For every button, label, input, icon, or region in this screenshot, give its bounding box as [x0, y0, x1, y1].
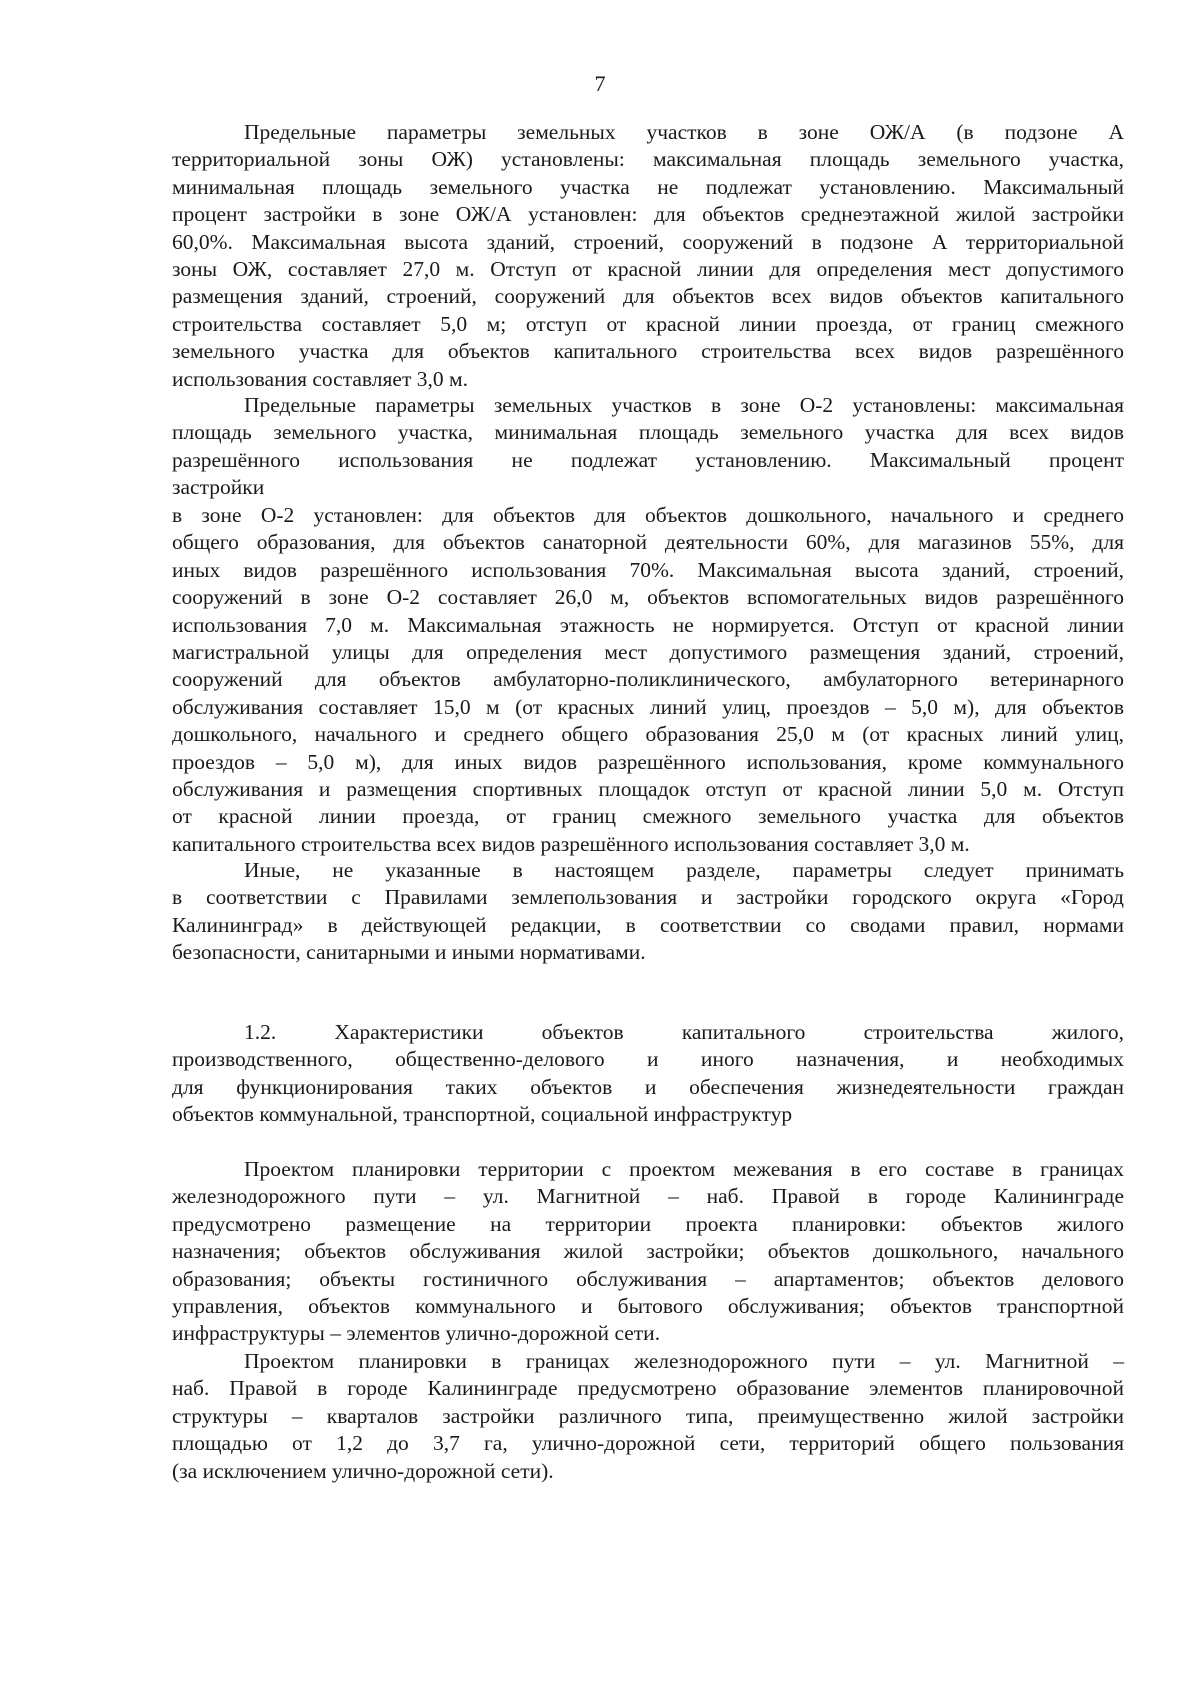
paragraph-line: образования; объекты гостиничного обслуживания – апартаментов; объектов делового: [172, 1266, 1124, 1291]
paragraph-line: земельного участка для объектов капитального строительства всех видов разрешённого: [172, 339, 1124, 364]
paragraph-line: 60,0%. Максимальная высота зданий, строений, сооружений в подзоне А территориальной: [172, 229, 1124, 254]
section-heading-1-2: [172, 1019, 1124, 1129]
paragraph-line: процент застройки в зоне ОЖ/А установлен: для объектов среднеэтажной жилой застройки: [172, 202, 1124, 227]
paragraph-zone-o2-parameters: [172, 502, 1124, 858]
heading-line: объектов коммунальной, транспортной, социальной инфраструктур: [172, 1102, 793, 1127]
paragraph-line: площадь земельного участка, минимальная площадь земельного участка для всех видов: [172, 420, 1124, 445]
paragraph-line: минимальная площадь земельного участка не подлежат установлению. Максимальный: [172, 174, 1124, 199]
paragraph-line: обслуживания составляет 15,0 м (от красных линий улиц, проездов – 5,0 м), для объектов: [172, 694, 1124, 719]
paragraph-line: Предельные параметры земельных участков в зоне ОЖ/А (в подзоне А: [244, 120, 1124, 144]
paragraph-line: площадью от 1,2 до 3,7 га, улично-дорожной сети, территорий общего пользования: [172, 1431, 1124, 1456]
paragraph-line: сооружений в зоне О-2 составляет 26,0 м, объектов вспомогательных видов разрешённого: [172, 585, 1124, 610]
paragraph-line: назначения; объектов обслуживания жилой застройки; объектов дошкольного, начального: [172, 1239, 1124, 1264]
paragraph-line: разрешённого использования не подлежат установлению. Максимальный процент: [172, 447, 1124, 472]
page-number: 7: [594, 71, 606, 96]
paragraph-line: магистральной улицы для определения мест допустимого размещения зданий, строений,: [172, 639, 1124, 664]
paragraph-line: (за исключением улично-дорожной сети).: [172, 1458, 554, 1483]
paragraph-line: проездов – 5,0 м), для иных видов разрешённого использования, кроме коммунального: [172, 749, 1124, 774]
paragraph-line: дошкольного, начального и среднего общего образования 25,0 м (от красных линий улиц,: [172, 722, 1124, 747]
paragraph-line: наб. Правой в городе Калининграде предусмотрено образование элементов планировочной: [172, 1376, 1124, 1401]
paragraph-line: железнодорожного пути – ул. Магнитной – наб. Правой в городе Калининграде: [172, 1184, 1124, 1209]
paragraph-line: использования 7,0 м. Максимальная этажность не нормируется. Отступ от красной линии: [172, 612, 1124, 637]
paragraph-line: Проектом планировки в границах железнодорожного пути – ул. Магнитной –: [244, 1349, 1124, 1373]
paragraph-line: обслуживания и размещения спортивных площадок отступ от красной линии 5,0 м. Отступ: [172, 776, 1124, 801]
paragraph-line: в зоне О-2 установлен: для объектов для объектов дошкольного, начального и среднего: [172, 503, 1124, 527]
paragraph-line: предусмотрено размещение на территории проекта планировки: объектов жилого: [172, 1211, 1124, 1236]
paragraph-line: Предельные параметры земельных участков в зоне О-2 установлены: максимальная: [244, 393, 1124, 417]
paragraph-line: зоны ОЖ, составляет 27,0 м. Отступ от красной линии для определения мест допустимого: [172, 256, 1124, 281]
paragraph-line: размещения зданий, строений, сооружений для объектов всех видов объектов капитального: [172, 284, 1124, 309]
paragraph-zone-ozh-a: [172, 119, 1124, 393]
paragraph-line: капитального строительства всех видов разрешённого использования составляет 3,0 м.: [172, 831, 970, 856]
paragraph-line: Калининград» в действующей редакции, в соответствии со сводами правил, нормами: [172, 912, 1124, 937]
paragraph-line: Проектом планировки территории с проектом межевания в его составе в границах: [244, 1157, 1124, 1181]
paragraph-planning-structure: [172, 1348, 1124, 1485]
paragraph-line: безопасности, санитарными и иными нормативами.: [172, 940, 646, 965]
paragraph-line: Иные, не указанные в настоящем разделе, параметры следует принимать: [244, 858, 1124, 882]
paragraph-line: строительства составляет 5,0 м; отступ от красной линии проезда, от границ смежного: [172, 311, 1124, 336]
paragraph-line: в соответствии с Правилами землепользования и застройки городского округа «Город: [172, 885, 1124, 910]
paragraph-line: структуры – кварталов застройки различного типа, преимущественно жилой застройки: [172, 1403, 1124, 1428]
paragraph-line: застройки: [172, 475, 265, 500]
paragraph-planning-objects: [172, 1156, 1124, 1348]
heading-line: 1.2. Характеристики объектов капитального строительства жилого,: [244, 1020, 1124, 1044]
paragraph-line: от красной линии проезда, от границ смежного земельного участка для объектов: [172, 804, 1124, 829]
paragraph-line: инфраструктуры – элементов улично-дорожной сети.: [172, 1321, 661, 1346]
heading-line: для функционирования таких объектов и обеспечения жизнедеятельности граждан: [172, 1074, 1124, 1099]
paragraph-line: управления, объектов коммунального и бытового обслуживания; объектов транспортной: [172, 1293, 1124, 1318]
paragraph-line: использования составляет 3,0 м.: [172, 366, 468, 391]
paragraph-line: территориальной зоны ОЖ) установлены: максимальная площадь земельного участка,: [172, 147, 1124, 172]
paragraph-other-parameters: [172, 857, 1124, 967]
paragraph-line: сооружений для объектов амбулаторно-поликлинического, амбулаторного ветеринарного: [172, 667, 1124, 692]
paragraph-line: иных видов разрешённого использования 70%. Максимальная высота зданий, строений,: [172, 557, 1124, 582]
paragraph-zone-o2-area: [172, 392, 1124, 502]
heading-line: производственного, общественно-делового и иного назначения, и необходимых: [172, 1047, 1124, 1072]
paragraph-line: общего образования, для объектов санаторной деятельности 60%, для магазинов 55%, для: [172, 530, 1124, 555]
